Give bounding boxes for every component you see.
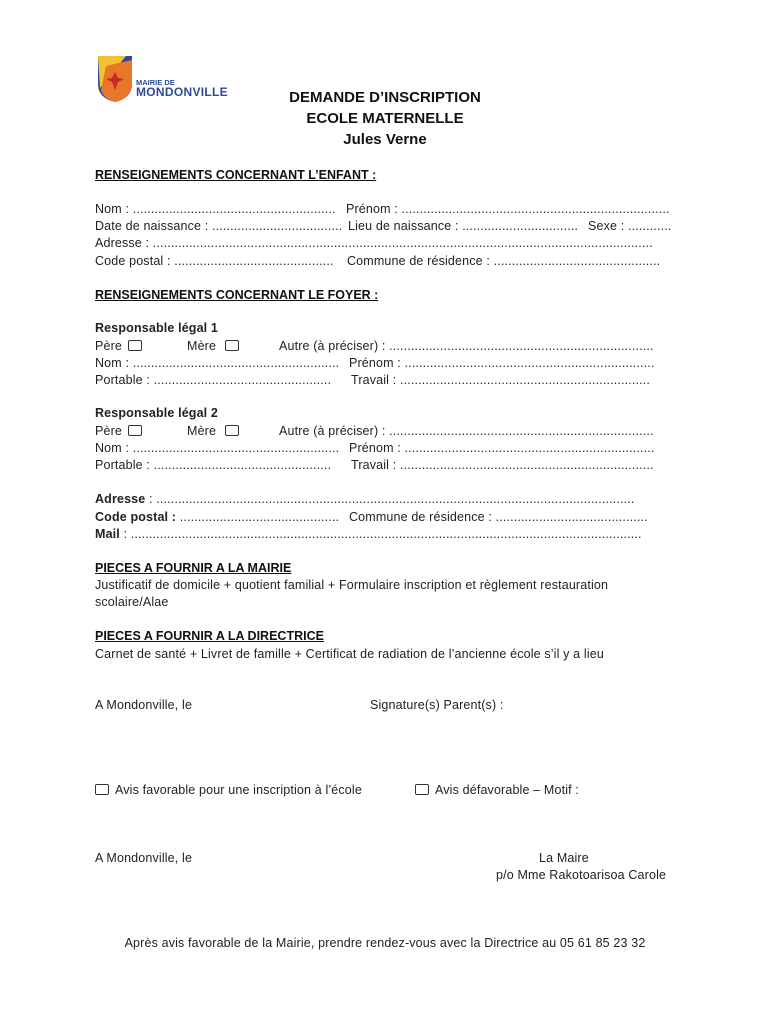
- avis-favorable-label: Avis favorable pour une inscription à l’école: [115, 783, 362, 797]
- foyer-code-postal-field[interactable]: [95, 510, 339, 524]
- responsable2-prenom-field[interactable]: Prénom : .....................................................................: [349, 441, 655, 455]
- mere-label: Mère: [187, 424, 217, 438]
- avis-defavorable-option[interactable]: [415, 783, 579, 797]
- responsable1-prenom-field[interactable]: Prénom : .....................................................................: [349, 356, 655, 370]
- responsable2-portable-field[interactable]: Portable : .................................................: [95, 458, 332, 472]
- pere-checkbox-icon[interactable]: [128, 425, 142, 436]
- mere-label: Mère: [187, 339, 217, 353]
- responsable2-nom-field[interactable]: Nom : .........................................................: [95, 441, 340, 455]
- footer-po-label: p/o Mme Rakotoarisoa Carole: [496, 868, 667, 882]
- enfant-adresse-field[interactable]: Adresse : ..........................................................................................................................................: [95, 236, 653, 250]
- mail-dots: : .............................................................................................................................................: [119, 527, 642, 541]
- title-line2: ECOLE MATERNELLE: [306, 110, 464, 127]
- section-foyer-heading: RENSEIGNEMENTS CONCERNANT LE FOYER :: [95, 288, 379, 302]
- enfant-nom-field[interactable]: Nom : ........................................................: [95, 202, 336, 216]
- footer-maire-label: La Maire: [539, 851, 589, 865]
- directrice-pieces-line1: Carnet de santé + Livret de famille + Certificat de radiation de l’ancienne école s’il y a lieu: [95, 647, 604, 661]
- mere-checkbox-icon[interactable]: [225, 425, 239, 436]
- section-directrice-heading: PIECES A FOURNIR A LA DIRECTRICE: [95, 629, 324, 643]
- pere-label: Père: [95, 339, 123, 353]
- responsable1-pere-option[interactable]: [95, 339, 142, 353]
- responsable1-travail-field[interactable]: Travail : .....................................................................: [351, 373, 650, 387]
- adresse-dots: : ....................................................................................................................................: [145, 492, 635, 506]
- enfant-prenom-field[interactable]: Prénom : ..........................................................................: [346, 202, 670, 216]
- defavorable-checkbox-icon[interactable]: [415, 784, 429, 795]
- responsable1-mere-option[interactable]: [187, 339, 239, 353]
- logo-line1: MAIRIE DE: [136, 78, 175, 87]
- favorable-checkbox-icon[interactable]: [95, 784, 109, 795]
- responsable2-pere-option[interactable]: [95, 424, 142, 438]
- signature-parents-label: Signature(s) Parent(s) :: [370, 698, 504, 712]
- enfant-sexe-field[interactable]: Sexe : ............: [588, 219, 672, 233]
- code-postal-dots: ............................................: [176, 510, 340, 524]
- responsable1-nom-field[interactable]: Nom : .........................................................: [95, 356, 340, 370]
- foyer-mail-field[interactable]: [95, 527, 642, 541]
- enfant-commune-field[interactable]: Commune de résidence : ..............................................: [347, 254, 661, 268]
- footer-place-date: A Mondonville, le: [95, 851, 193, 865]
- pere-checkbox-icon[interactable]: [128, 340, 142, 351]
- enfant-lieu-naissance-field[interactable]: Lieu de naissance : ................................: [348, 219, 579, 233]
- responsable1-title: Responsable légal 1: [95, 321, 219, 335]
- foyer-adresse-field[interactable]: [95, 492, 634, 506]
- avis-defavorable-label: Avis défavorable – Motif :: [435, 783, 580, 797]
- responsable2-travail-field[interactable]: Travail : ......................................................................: [351, 458, 654, 472]
- adresse-label: Adresse: [95, 492, 146, 506]
- code-postal-label: Code postal :: [95, 510, 177, 524]
- mail-label: Mail: [95, 527, 120, 541]
- enfant-date-naissance-field[interactable]: Date de naissance : ....................................: [95, 219, 343, 233]
- responsable2-mere-option[interactable]: [187, 424, 239, 438]
- mairie-pieces-line1: Justificatif de domicile + quotient familial + Formulaire inscription et règlement restauration: [95, 578, 609, 592]
- foyer-commune-field[interactable]: Commune de résidence : ..........................................: [349, 510, 648, 524]
- title-line1: DEMANDE D’INSCRIPTION: [289, 89, 481, 106]
- pere-label: Père: [95, 424, 123, 438]
- title-line3: Jules Verne: [343, 131, 427, 148]
- signature-place-date: A Mondonville, le: [95, 698, 193, 712]
- footer-note: Après avis favorable de la Mairie, prendre rendez-vous avec la Directrice au 05 61 85 23 32: [124, 936, 646, 950]
- section-mairie-heading: PIECES A FOURNIR A LA MAIRIE: [95, 561, 292, 575]
- mere-checkbox-icon[interactable]: [225, 340, 239, 351]
- responsable2-title: Responsable légal 2: [95, 406, 219, 420]
- responsable1-portable-field[interactable]: Portable : .................................................: [95, 373, 332, 387]
- mairie-pieces-line2: scolaire/Alae: [95, 595, 169, 609]
- section-enfant-heading: RENSEIGNEMENTS CONCERNANT L’ENFANT :: [95, 168, 377, 182]
- responsable2-autre-field[interactable]: Autre (à préciser) : .........................................................................: [279, 424, 654, 438]
- logo-line2: MONDONVILLE: [136, 85, 228, 99]
- avis-favorable-option[interactable]: [95, 783, 362, 797]
- enfant-code-postal-field[interactable]: Code postal : ............................................: [95, 254, 334, 268]
- responsable1-autre-field[interactable]: Autre (à préciser) : .........................................................................: [279, 339, 654, 353]
